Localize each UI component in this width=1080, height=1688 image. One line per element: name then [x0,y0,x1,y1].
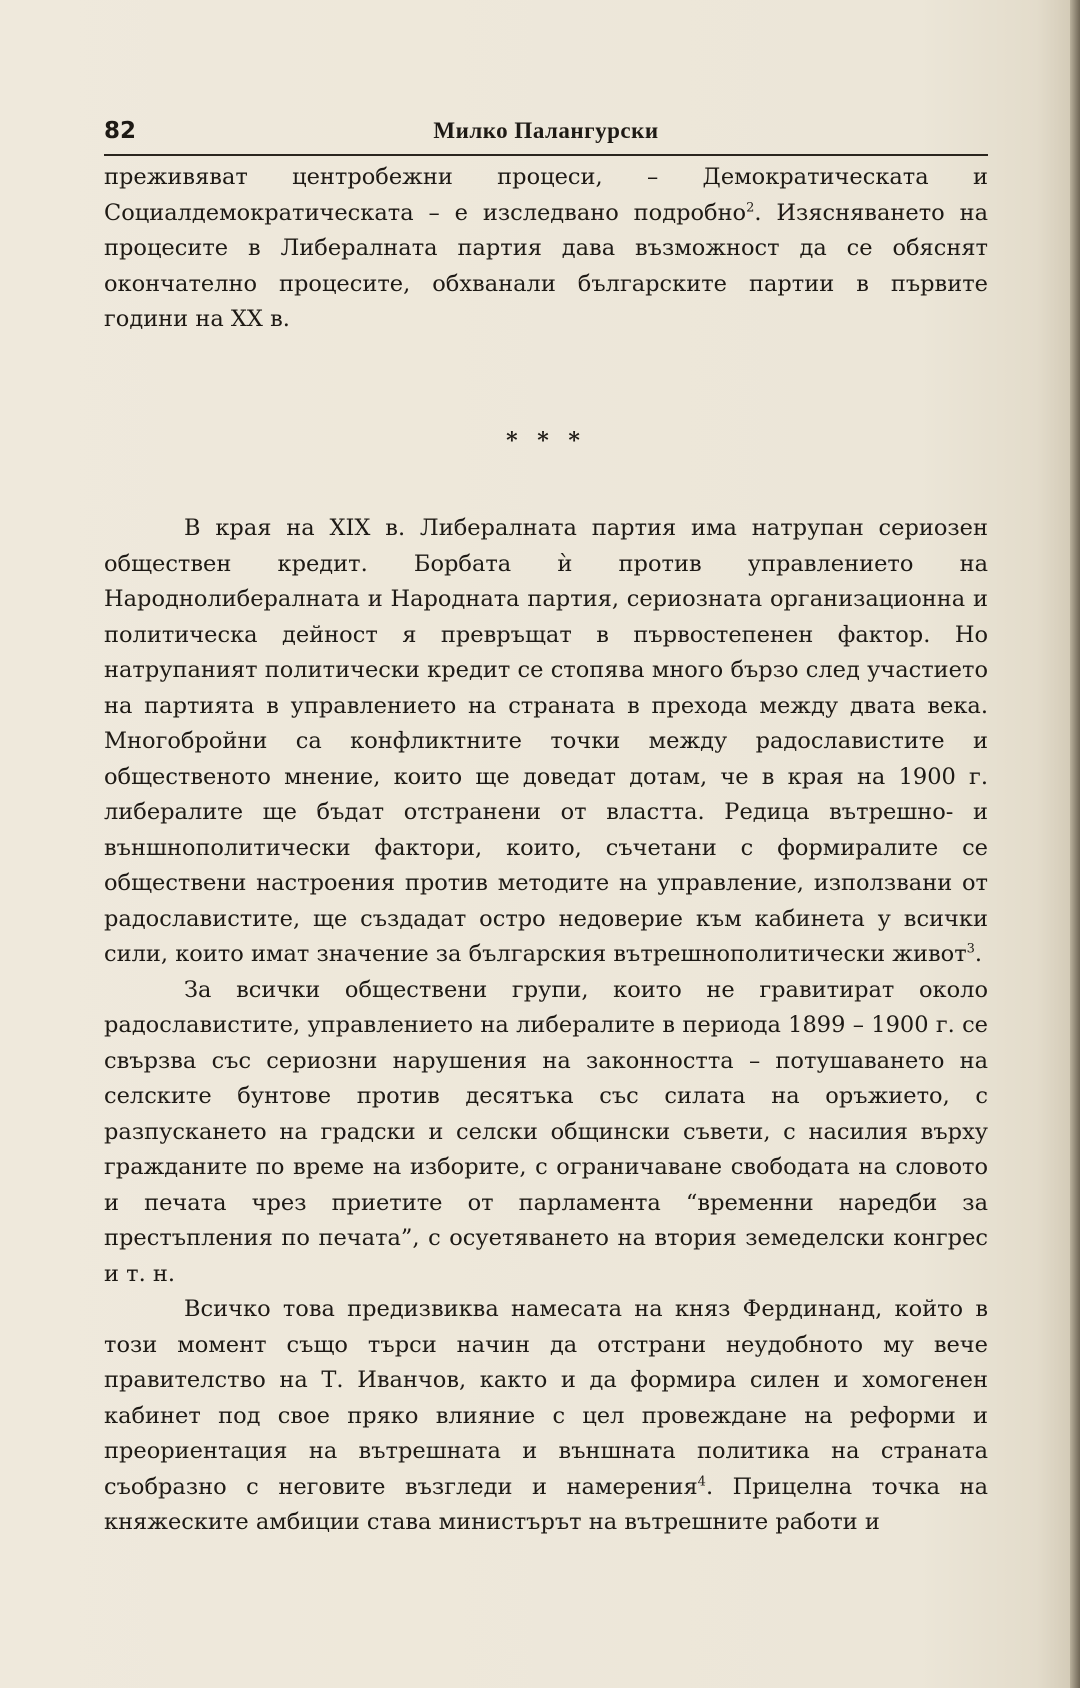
paragraph-continuation: преживяват центробежни процеси, – Демократическата и Социалдемократическата – е изследвано подробно$^2$. Изясняването на процесите в Либералната партия дава възможност да се обяснят окончателно процесите, обхванали българските партии в първите години на XX в. [104,164,988,332]
running-title: Милко Палангурски [433,118,659,143]
footnote-marker: 4 [697,1474,706,1489]
paragraph: Всичко това предизвиква намесата на княз Фердинанд, който в този момент също търси начин да отстрани неудобното му вече правителство на Т. Иванчов, както и да формира силен и хомогенен кабинет под свое пряко влияние с цел провеждане на реформи и преориентация на вътрешната и външната политика на страната съобразно с неговите възгледи и намерения$^4$. Прицелна точка на княжеските амбиции става министърът на вътрешните работи и [104,1296,988,1535]
paragraph: За всички обществени групи, които не гравитират около радославистите, управлението на либералите в периода 1899 – 1900 г. се свързва със сериозни нарушения на законността – потушаването на селските бунтове против десятъка със силата на оръжието, с разпускането на градски и селски общински съвети, с насилия върху гражданите по време на изборите, с ограничаване свободата на словото и печата чрез приетите от парламента “временни наредби за престъпления по печата”, с осуетяването на втория земеделски конгрес и т. н. [104,976,988,1287]
footnote-marker: 3 [966,941,975,957]
page-number: 82 [104,118,137,144]
footnote-marker: 2 [746,200,755,215]
book-spine-edge [1070,0,1080,1688]
body-text [104,160,988,1541]
section-separator: * * * [506,427,586,454]
page-header [104,114,988,156]
paragraph: В края на XIX в. Либералната партия има натрупан сериозен обществен кредит. Борбата ѝ против управлението на Народнолибералната и Народната партия, сериозната организационна и политическа дейност я превръщат в първостепенен фактор. Но натрупаният политически кредит се стопява много бързо след участието на партията в управлението на страната в прехода между двата века. Многобройни са конфликтните точки между радославистите и общественото мнение, които ще доведат дотам, че в края на 1900 г. либералите ще бъдат отстранени от властта. Редица вътрешно- и външнополитически фактори, които, съчетани с формиралите се обществени настроения против методите на управление, използвани от радославистите, ще създадат остро недоверие към кабинета у всички сили, които имат значение за българския вътрешнополитически живот$^3$. [104,515,988,967]
